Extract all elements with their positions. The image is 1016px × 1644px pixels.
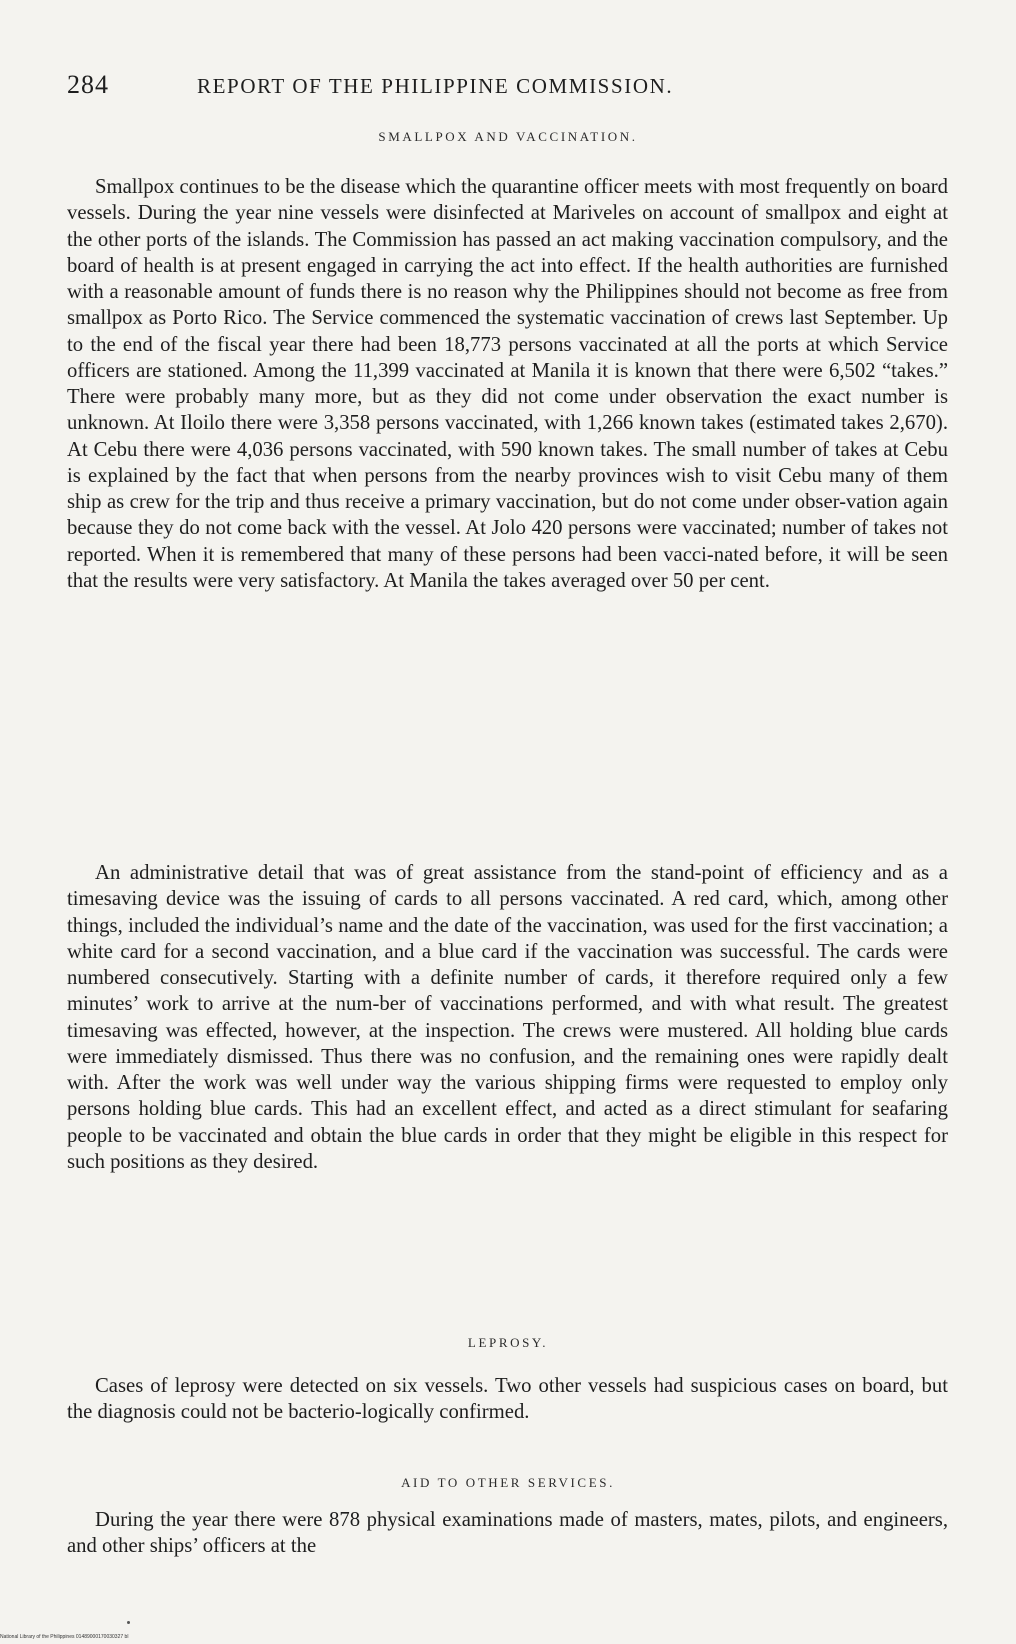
page-number: 284: [67, 70, 109, 99]
paragraph-leprosy: Cases of leprosy were detected on six vessels. Two other vessels had suspicious cases on board, but the diagnosis could not be bacterio-logically confirmed.: [67, 1375, 948, 1424]
running-title: REPORT OF THE PHILIPPINE COMMISSION.: [197, 74, 674, 98]
paragraph-smallpox-2: An administrative detail that was of great assistance from the stand-point of efficiency and as a timesaving device was the issuing of cards to all persons vaccinated. A red card, which, among other things, included the individual’s name and the date of the vaccination, was used for the first vaccination; a white card for a second vaccination, and a blue card if the vaccination was successful. The cards were numbered consecutively. Starting with a definite number of cards, it therefore required only a few minutes’ work to arrive at the num-ber of vaccinations performed, and with what result. The greatest timesaving was effected, however, at the inspection. The crews were mustered. All holding blue cards were immediately dismissed. Thus there was no confusion, and the remaining ones were rapidly dealt with. After the work was well under way the various shipping firms were requested to employ only persons holding blue cards. This had an excellent effect, and acted as a direct stimulant for seafaring people to be vaccinated and obtain the blue cards in order that they might be eligible in this respect for such positions as they desired.: [67, 862, 948, 1173]
paragraph-aid: During the year there were 878 physical examinations made of masters, mates, pilots, and engineers, and other ships’ officers at the: [67, 1509, 948, 1558]
footer-credit: National Library of the Philippines 01489000170030327 bl: [0, 1634, 129, 1640]
page-header: [67, 70, 827, 110]
section-heading-smallpox: SMALLPOX AND VACCINATION.: [378, 129, 638, 144]
paragraph-smallpox-1: Smallpox continues to be the disease which the quarantine officer meets with most frequently on board vessels. During the year nine vessels were disinfected at Mariveles on account of smallpox and eight at the other ports of the islands. The Commission has passed an act making vaccination compulsory, and the board of health is at present engaged in carrying the act into effect. If the health authorities are furnished with a reasonable amount of funds there is no reason why the Philippines should not become as free from smallpox as Porto Rico. The Service commenced the systematic vaccination of crews last September. Up to the end of the fiscal year there had been 18,773 persons vaccinated at all the ports at which Service officers are stationed. Among the 11,399 vaccinated at Manila it is known that there were 6,502 “takes.” There were probably many more, but as they did not come under observation the exact number is unknown. At Iloilo there were 3,358 persons vaccinated, with 1,266 known takes (estimated takes 2,670). At Cebu there were 4,036 persons vaccinated, with 590 known takes. The small number of takes at Cebu is explained by the fact that when persons from the nearby provinces wish to visit Cebu many of them ship as crew for the trip and thus receive a primary vaccination, but do not come under obser-vation again because they do not come back with the vessel. At Jolo 420 persons were vaccinated; number of takes not reported. When it is remembered that many of these persons had been vacci-nated before, it will be seen that the results were very satisfactory. At Manila the takes averaged over 50 per cent.: [67, 176, 948, 592]
section-heading-leprosy: LEPROSY.: [467, 1335, 549, 1350]
footer-mark: [127, 1621, 130, 1624]
section-heading-aid: AID TO OTHER SERVICES.: [401, 1475, 615, 1490]
